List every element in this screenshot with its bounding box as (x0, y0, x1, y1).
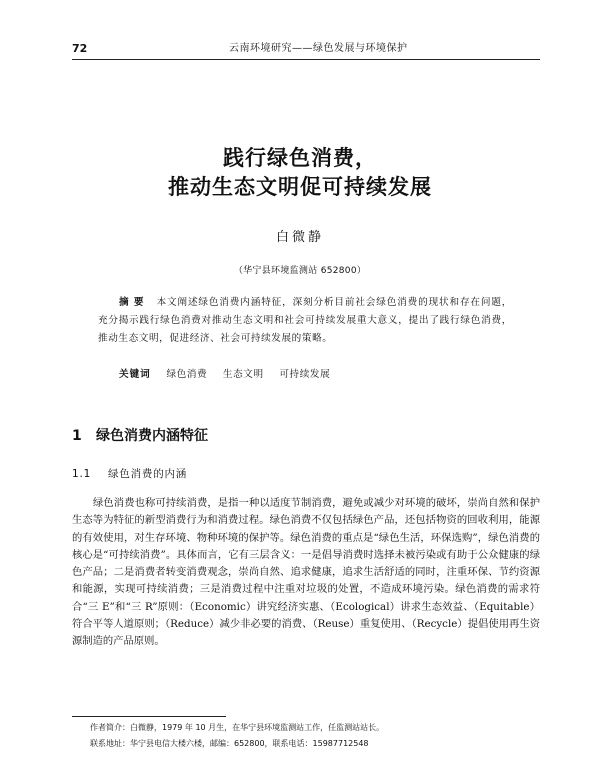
author-name: 白微静 (275, 230, 324, 245)
keywords-label: 关键词 (119, 369, 151, 380)
article-title-line-2: 推动生态文明促可持续发展 (168, 175, 432, 199)
section-title: 绿色消费内涵特征 (96, 428, 208, 444)
keywords (119, 366, 519, 384)
subsection-title: 绿色消费的内涵 (108, 468, 188, 480)
journal-title: 云南环境研究——绿色发展与环境保护 (229, 43, 408, 54)
page-number: 72 (72, 42, 88, 55)
section-number: 1 (72, 428, 82, 444)
body-paragraph: 绿色消费也称可持续消费，是指一种以适度节制消费，避免或减少对环境的破坏，崇尚自然和保护生态等为特征的新型消费行为和消费过程。绿色消费不仅包括绿色产品，还包括物资的回收利用，能源的有效使用，对生存环境、物种环境的保护等。绿色消费的重点是“绿色生活，环保选购”，绿色消费的核心是“可持续消费”。具体而言，它有三层含义：一是倡导消费时选择未被污染或有助于公众健康的绿色产品；二是消费者转变消费观念，崇尚自然、追求健康，追求生活舒适的同时，注重环保、节约资源和能源，实现可持续消费；三是消费过程中注重对垃圾的处置，不造成环境污染。绿色消费的需求符合“三 E”和“三 R”原则：（Economic）讲究经济实惠、（Ecological）讲求生态效益、（Equitable）符合平等人道原则；（Reduce）减少非必要的消费、（Reuse）重复使用、（Recycle）提倡使用再生资源制造的产品原则。 (72, 497, 540, 648)
contact-footnote: 联系地址：华宁县电信大楼六楼，邮编：652800，联系电话：15987712548 (90, 739, 369, 748)
footnote-rule (72, 716, 226, 717)
article-title-line-1: 践行绿色消费， (223, 146, 377, 170)
subsection-number: 1.1 (72, 468, 92, 480)
section-heading (72, 427, 208, 445)
subsection-heading (72, 467, 187, 481)
author-bio-footnote: 作者简介：白微静，1979 年 10 月生，在华宁县环境监测站工作，任监测站站长。 (90, 723, 385, 732)
keyword: 生态文明 (222, 369, 264, 380)
abstract-label: 摘要 (119, 297, 149, 308)
keyword: 绿色消费 (166, 369, 208, 380)
abstract (98, 294, 512, 348)
abstract-text: 本文阐述绿色消费内涵特征，深刻分析目前社会绿色消费的现状和存在问题，充分揭示践行绿色消费对推动生态文明和社会可持续发展重大意义，提出了践行绿色消费，推动生态文明，促进经济、社会可持续发展的策略。 (98, 297, 512, 344)
keyword: 可持续发展 (279, 369, 331, 380)
header-rule (72, 59, 540, 60)
author-affiliation: （华宁县环境监测站 652800） (233, 266, 367, 276)
running-head (72, 42, 540, 56)
